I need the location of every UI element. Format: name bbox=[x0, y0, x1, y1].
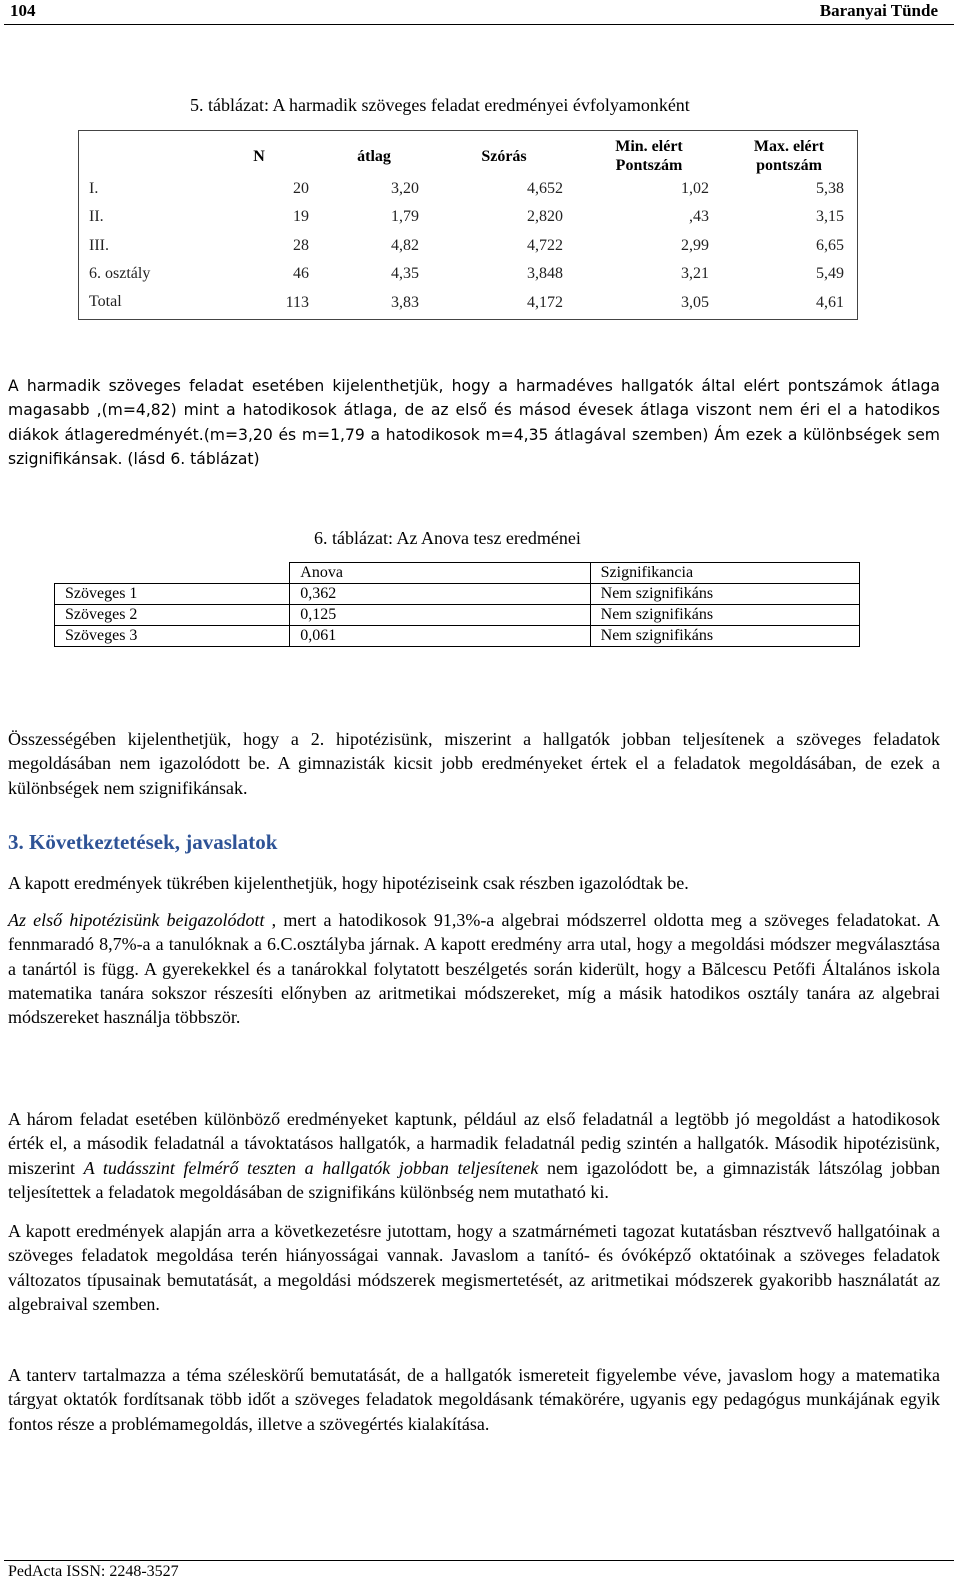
table5-col-max: Max. elért pontszám bbox=[753, 138, 825, 174]
paragraph-recommendation: A kapott eredmények alapján arra a következetésre jutottam, hogy a szatmárnémeti tagozat kutatásban résztvevő hallgatóinak a szöveges feladatok megoldása terén hiányosságai vannak. Javaslom a tanító- és óvóképző oktatóinak a szöveges feladatok változatos típusainak bemutatását, a megoldási módszerek megismertetését, az aritmetikai módszerek gyakoribb használatát az algebraival szemben. bbox=[8, 1221, 940, 1314]
table5-col-avg: átlag bbox=[357, 148, 391, 165]
paragraph-hypothesis-1: Az első hipotézisünk beigazolódott , mert a hatodikosok 91,3%-a algebrai módszerrel oldotta meg a szöveges feladatokat. A fennmaradó 8,7%-a a tanulóknak a 6.C.osztályba járnak. A kapott eredmény arra utal, hogy a megoldási módszer megválasztása a tanártól is függ. A gyerekekkel és a tanárokkal folytatott beszélgetés során kiderült, hogy a Bălcescu Petőfi Általános iskola matematika tanára sokszor részesíti előnyben az aritmetikai módszereket, míg a másik hatodikos osztály tanára az algebrai módszereket használja többször. bbox=[8, 910, 940, 1028]
table6-caption: 6. táblázat: Az Anova tesz eredménei bbox=[314, 528, 581, 548]
table5-col-sd: Szórás bbox=[481, 148, 527, 165]
table6-col-anova: Anova bbox=[290, 563, 590, 584]
paragraph-table5-discussion: A harmadik szöveges feladat esetében kijelenthetjük, hogy a harmadéves hallgatók által elért pontszámok átlaga magasabb ,(m=4,82) mint a hatodikosok átlaga, de az első és másod évesek átlaga viszont nem éri el a hatodikos diákok átlageredményét.(m=3,20 és m=1,79 a hatodikosok m=4,35 átlagával szemben) Ám ezek a különbségek sem szignifikánsak. (lásd 6. táblázat) bbox=[8, 377, 940, 468]
page-footer bbox=[4, 1560, 954, 1580]
table5-col-n: N bbox=[253, 148, 265, 165]
table-row bbox=[55, 563, 860, 584]
table5: N átlag Szórás Min. elért Pontszám Max. elért pontszám I. 20 3,20 4,652 1,02 5,38 II. 19 1,79 2,820 ,43 3,15 III. 28 4,82 4,722 2,99 6,65 6. osztály 46 4,35 3,848 3,21 5,49 Total 113 3,83 4,172 3,05 4,61 bbox=[78, 130, 858, 320]
paragraph-conclusion-intro: A kapott eredmények tükrében kijelenthetjük, hogy hipotéziseink csak részben igazolódtak be. bbox=[8, 873, 689, 893]
paragraph-curriculum: A tanterv tartalmazza a téma széleskörű bemutatását, de a hallgatók ismereteit figyelembe véve, javaslom hogy a matematika tárgyat oktatók fordítsanak több időt a szöveges feladatok megoldásank témakörére, ugyanis egy pedagógus munkájának egyik fontos része a problémamegoldás, illetve a szövegértés kialakítása. bbox=[8, 1365, 940, 1434]
running-author: Baranyai Tünde bbox=[819, 1, 938, 20]
paragraph-hypothesis-2: A három feladat esetében különböző eredményeket kaptunk, például az első feladatnál a legtöbb jó megoldást a hatodikosok érték el, a második feladatnál a távoktatásos hallgatók, a harmadik feladatnál pedig szintén a hallgatók. Második hipotézisünk, miszerint A tudásszint felmérő teszten a hallgatók jobban teljesítenek nem igazolódott be, a gimnazisták látszólag jobban teljesítettek a feladatok megoldásában de szignifikáns különbség nem mutatható ki. bbox=[8, 1109, 940, 1202]
journal-issn: PedActa ISSN: 2248-3527 bbox=[8, 1563, 179, 1580]
page-number: 104 bbox=[10, 1, 36, 20]
section-title: 3. Következtetések, javaslatok bbox=[8, 830, 278, 854]
page-header bbox=[4, 0, 954, 25]
table-row: Szöveges 1 0,362 Nem szignifikáns bbox=[55, 584, 860, 605]
table-row: Szöveges 3 0,061 Nem szignifikáns bbox=[55, 626, 860, 647]
table5-col-min: Min. elért Pontszám bbox=[615, 138, 683, 174]
table6-col-sig: Szignifikancia bbox=[590, 563, 859, 584]
paragraph-summary: Összességében kijelenthetjük, hogy a 2. hipotézisünk, miszerint a hallgatók jobban teljesítenek a szöveges feladatok megoldásában nem igazolódott be. A gimnazisták kicsit jobb eredményeket értek el a feladatok megoldásában, de ezek a különbségek nem szignifikánsak. bbox=[8, 729, 940, 798]
table5-caption: 5. táblázat: A harmadik szöveges feladat eredményei évfolyamonként bbox=[190, 95, 690, 115]
table6 bbox=[54, 562, 858, 652]
table-row: Szöveges 2 0,125 Nem szignifikáns bbox=[55, 605, 860, 626]
